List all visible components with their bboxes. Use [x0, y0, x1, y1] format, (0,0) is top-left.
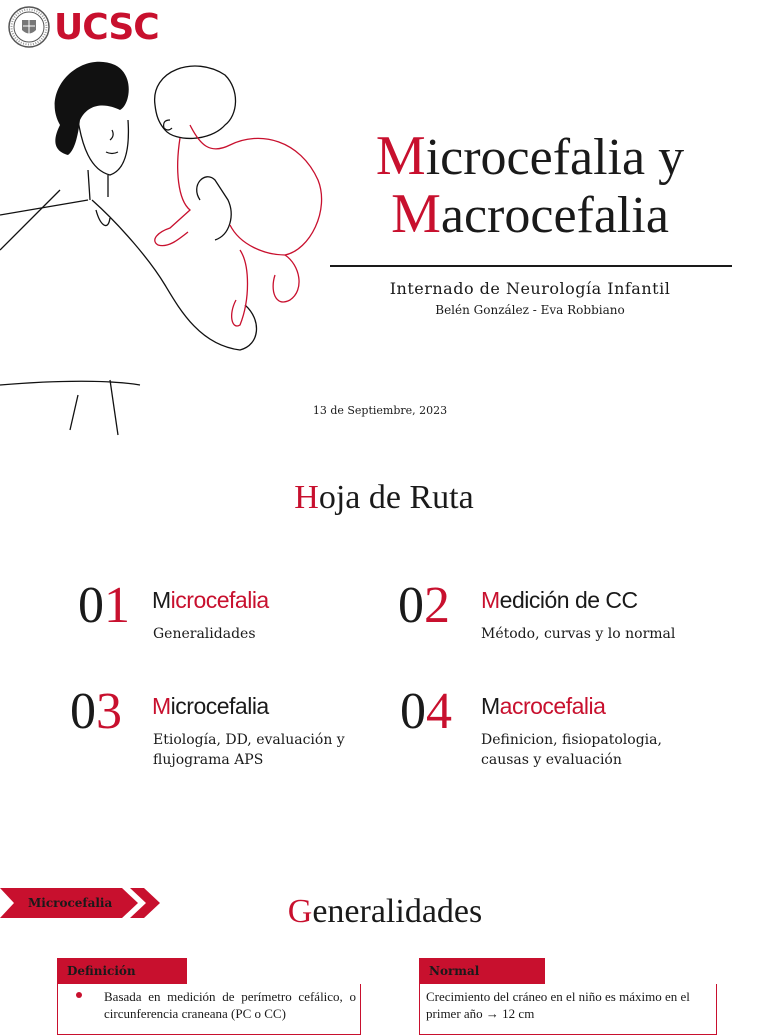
- section-tag-label: Microcefalia: [28, 896, 113, 910]
- generalidades-title: Generalidades: [287, 893, 483, 930]
- roadmap-title: Hoja de Ruta: [294, 479, 474, 516]
- bullet-dot: [76, 992, 82, 998]
- roadmap-item-desc-4: Definicion, fisiopatologia, causas y evaluación: [481, 732, 662, 768]
- roadmap-item-title-1: Microcefalia: [152, 587, 269, 613]
- normal-text: Crecimiento del cráneo en el niño es máximo en el primer año → 12 cm: [426, 989, 690, 1021]
- roadmap-number-3: 03: [70, 683, 122, 740]
- cover-authors: Belén González - Eva Robbiano: [435, 303, 625, 317]
- ucsc-seal-logo: [8, 6, 50, 48]
- roadmap-number-1: 01: [78, 577, 130, 634]
- cover-date: 13 de Septiembre, 2023: [312, 404, 448, 417]
- roadmap-item-title-2: Medición de CC: [481, 587, 638, 613]
- roadmap-item-desc-2: Método, curvas y lo normal: [481, 626, 676, 642]
- normal-box: [419, 984, 717, 1035]
- parent-holding-baby-illustration: [0, 50, 330, 440]
- cover-subtitle: Internado de Neurología Infantil: [389, 279, 671, 298]
- definicion-text: Basada en medición de perímetro cefálico, o circunferencia craneana (PC o CC): [104, 989, 356, 1021]
- roadmap-item-title-4: Macrocefalia: [481, 693, 606, 719]
- roadmap-item-desc-1: Generalidades: [153, 626, 256, 642]
- roadmap-number-2: 02: [398, 577, 450, 634]
- cover-title: Microcefalia y Macrocefalia: [375, 125, 685, 245]
- normal-header: Normal: [419, 958, 545, 984]
- roadmap-item-title-3: Microcefalia: [152, 693, 269, 719]
- title-divider: [330, 265, 732, 267]
- definicion-header: Definición: [57, 958, 187, 984]
- ucsc-logo-text: UCSC: [54, 7, 159, 48]
- roadmap-number-4: 04: [400, 683, 452, 740]
- definicion-box: [57, 984, 361, 1035]
- roadmap-item-desc-3: Etiología, DD, evaluación y flujograma APS: [153, 732, 345, 768]
